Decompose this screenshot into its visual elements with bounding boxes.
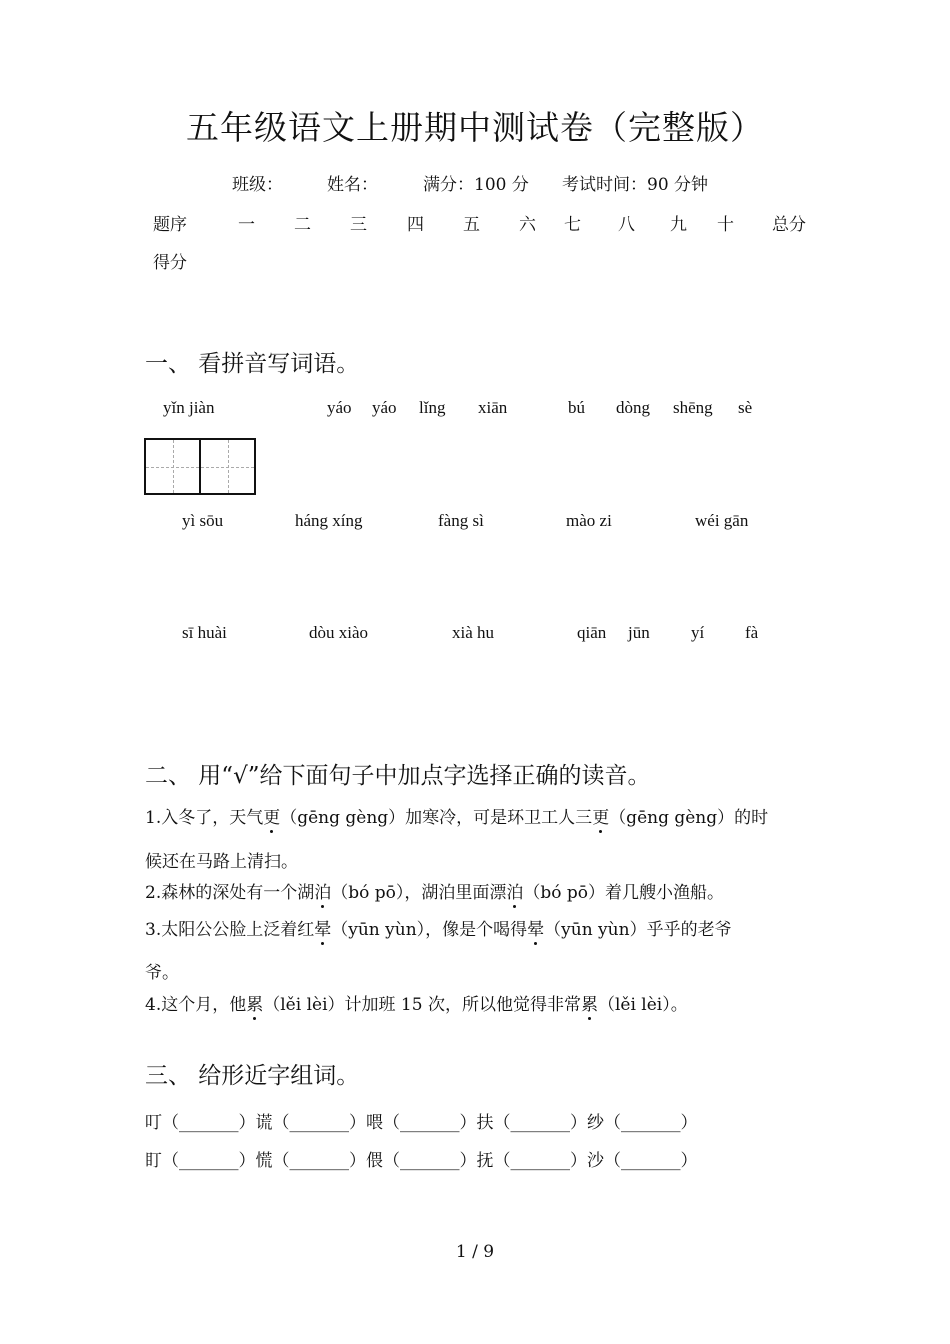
col-total: 总分 xyxy=(772,215,806,235)
name-label: 姓名： xyxy=(327,175,378,195)
pinyin-word: lǐng xyxy=(419,398,446,417)
page-number: 1 / 9 xyxy=(455,1242,495,1262)
dotted-char: 晕 xyxy=(314,915,331,940)
pinyin-word: yáo xyxy=(372,398,397,417)
pinyin-word: mào zi xyxy=(566,511,612,530)
q-text: （yūn yùn），像是个喝得 xyxy=(331,920,528,940)
col-5: 五 xyxy=(463,215,480,235)
dotted-char: 更 xyxy=(592,803,609,828)
col-10: 十 xyxy=(717,215,734,235)
q-text: （yūn yùn）乎乎的老爷 xyxy=(544,920,732,940)
col-1: 一 xyxy=(238,215,255,235)
q-text: 1.入冬了，天气 xyxy=(145,808,264,828)
col-7: 七 xyxy=(564,215,581,235)
pinyin-word: wéi gān xyxy=(695,511,749,530)
row2-header: 得分 xyxy=(153,253,187,273)
dotted-char: 泊 xyxy=(314,878,331,903)
question-3 xyxy=(145,915,732,940)
pinyin-word: sè xyxy=(738,398,753,417)
col-6: 六 xyxy=(519,215,536,235)
pinyin-word: háng xíng xyxy=(295,511,363,530)
pinyin-word: yǐn jiàn xyxy=(163,398,215,417)
class-label: 班级： xyxy=(232,175,283,195)
question-1 xyxy=(145,803,768,828)
pinyin-word: dòu xiào xyxy=(309,623,369,642)
pinyin-word: dòng xyxy=(616,398,650,417)
pinyin-word: fà xyxy=(745,623,759,642)
grid-cell[interactable] xyxy=(199,440,254,493)
score-label: 满分：100 分 xyxy=(423,175,529,195)
pinyin-word: sī huài xyxy=(182,623,227,642)
pinyin-word: fàng sì xyxy=(438,511,484,530)
dotted-char: 累 xyxy=(581,990,598,1015)
row-header: 题序 xyxy=(153,215,187,235)
pinyin-word: jūn xyxy=(628,623,650,642)
page-title: 五年级语文上册期中测试卷（完整版） xyxy=(186,108,764,147)
q-text: （bó pō），湖泊里面漂 xyxy=(331,883,507,903)
pinyin-word: shēng xyxy=(673,398,713,417)
q-text: （bó pō）着几艘小渔船。 xyxy=(523,883,725,903)
section1-heading: 一、 看拼音写词语。 xyxy=(145,351,360,377)
col-3: 三 xyxy=(350,215,367,235)
section2-heading: 二、 用“√”给下面句子中加点字选择正确的读音。 xyxy=(145,763,651,789)
dotted-char: 晕 xyxy=(527,915,544,940)
question-1-cont: 候还在马路上清扫。 xyxy=(145,852,298,872)
pinyin-word: yáo xyxy=(327,398,352,417)
pinyin-word: xiān xyxy=(478,398,508,417)
section3-heading: 三、 给形近字组词。 xyxy=(145,1063,360,1089)
pinyin-word: xià hu xyxy=(452,623,495,642)
q-text: 4.这个月，他 xyxy=(145,995,247,1015)
writing-grid[interactable] xyxy=(144,438,256,495)
pinyin-word: yí xyxy=(691,623,705,642)
word-group-line-1: 叮（_______）谎（_______）喂（_______）扶（_______）纱（_______） xyxy=(145,1113,698,1133)
question-3-cont: 爷。 xyxy=(145,963,179,983)
question-2 xyxy=(145,878,724,903)
time-label: 考试时间：90 分钟 xyxy=(562,175,709,195)
dotted-char: 泊 xyxy=(506,878,523,903)
dotted-char: 累 xyxy=(246,990,263,1015)
dotted-char: 更 xyxy=(263,803,280,828)
q-text: 3.太阳公公脸上泛着红 xyxy=(145,920,315,940)
col-9: 九 xyxy=(670,215,687,235)
pinyin-word: bú xyxy=(568,398,585,417)
q-text: （gēng gèng）的时 xyxy=(609,808,769,828)
question-4 xyxy=(145,990,688,1015)
q-text: 2.森林的深处有一个湖 xyxy=(145,883,315,903)
col-8: 八 xyxy=(618,215,635,235)
q-text: （lěi lèi）。 xyxy=(597,995,688,1015)
pinyin-word: yì sōu xyxy=(182,511,224,530)
pinyin-word: qiān xyxy=(577,623,607,642)
q-text: （gēng gèng）加寒冷，可是环卫工人三 xyxy=(280,808,593,828)
grid-cell[interactable] xyxy=(146,440,199,493)
q-text: （lěi lèi）计加班 15 次，所以他觉得非常 xyxy=(263,995,581,1015)
col-2: 二 xyxy=(294,215,311,235)
col-4: 四 xyxy=(407,215,424,235)
word-group-line-2: 盯（_______）慌（_______）偎（_______）抚（_______）沙（_______） xyxy=(145,1151,698,1171)
